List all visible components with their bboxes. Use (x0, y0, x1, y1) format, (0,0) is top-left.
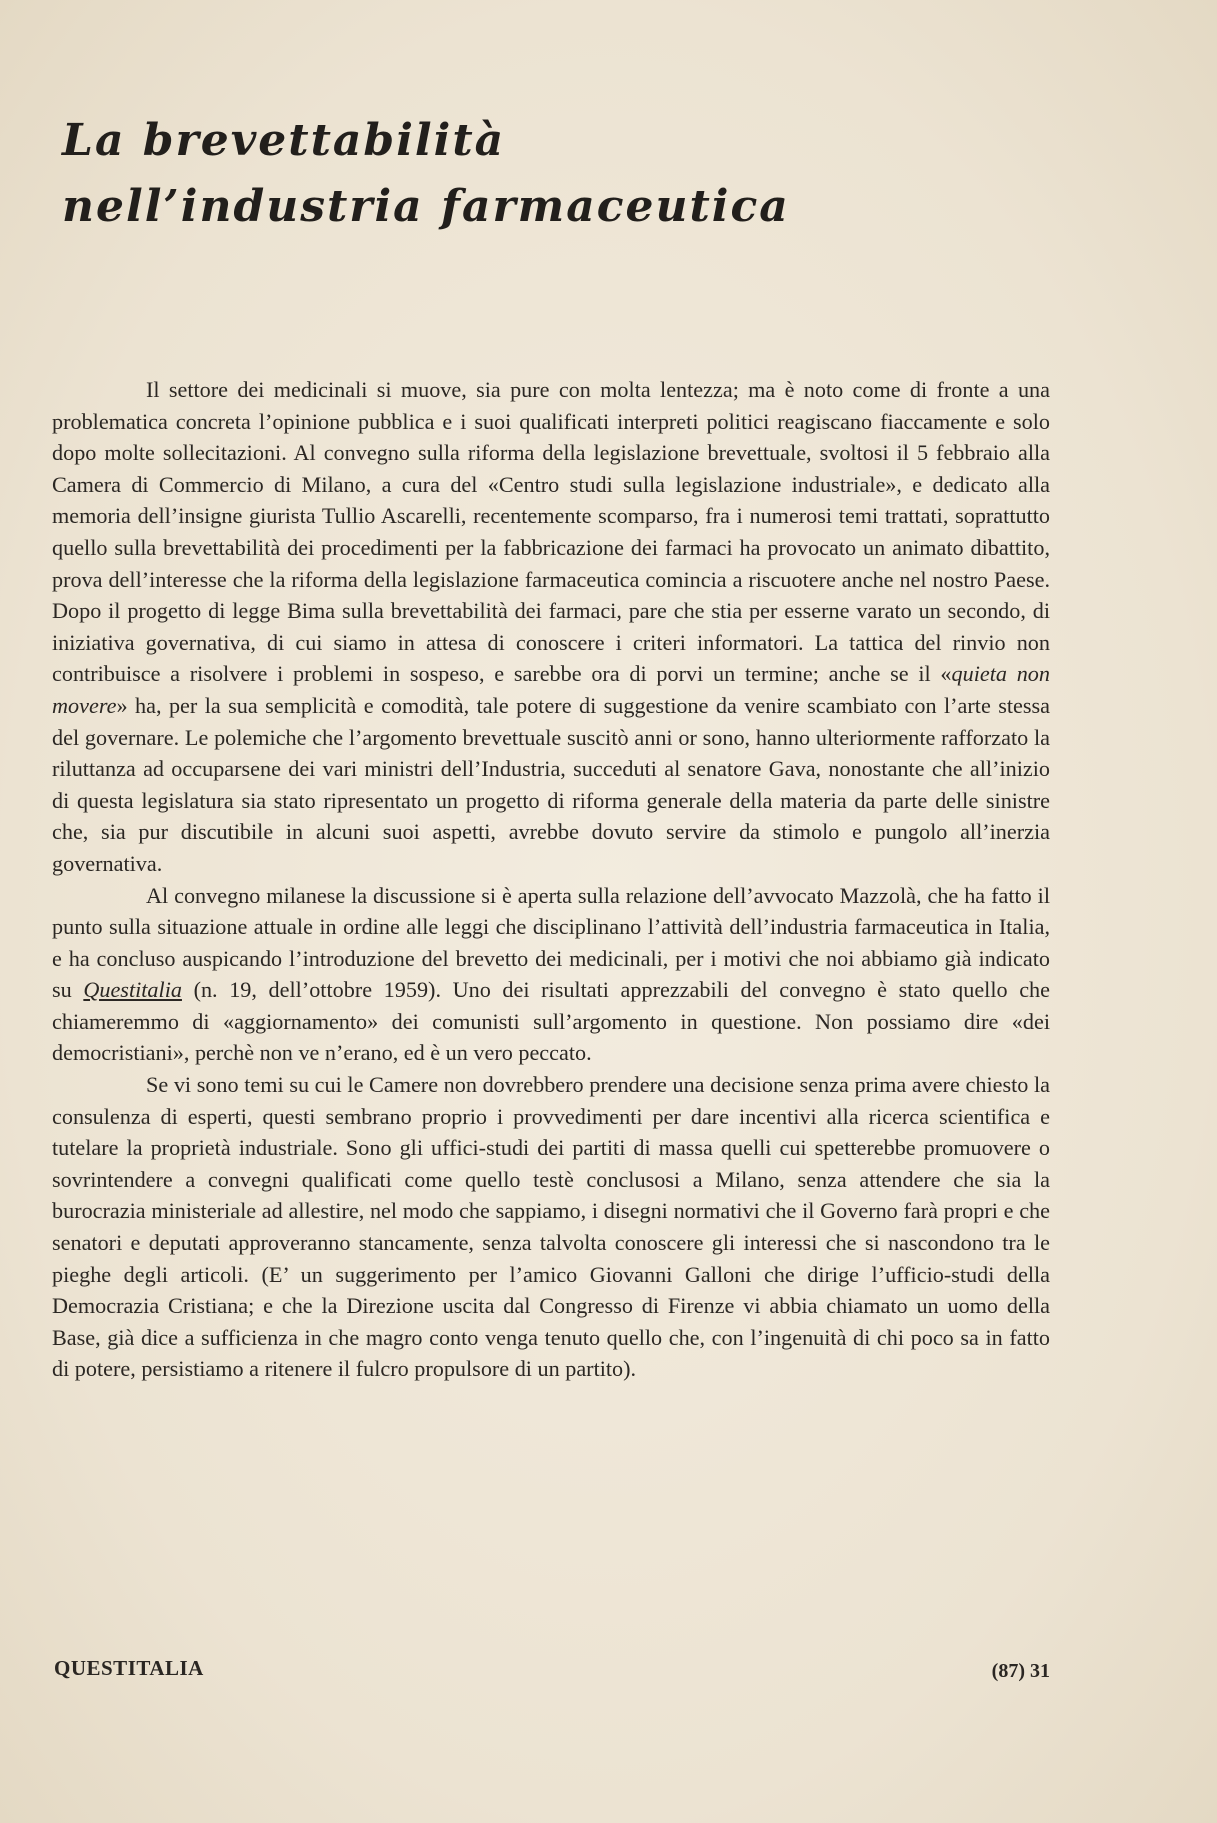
article-body (52, 374, 1050, 1385)
footer-page-number: (87) 31 (991, 1660, 1050, 1682)
footer-journal-name: QUESTITALIA (54, 1656, 204, 1680)
paragraph-2 (52, 880, 1050, 1070)
paragraph-2-text-b: (n. 19, dell’ottobre 1959). Uno dei risultati apprezzabili del convegno è stato quello che chiameremmo di «aggiornamento» dei comunisti sull’argomento in questione. Non possiamo dire «dei democristiani», perchè non ve n’erano, ed è un vero peccato. (52, 977, 1050, 1066)
title-line-1: La brevettabilità (62, 115, 506, 166)
paragraph-3: Se vi sono temi su cui le Camere non dovrebbero prendere una decisione senza prima avere chiesto la consulenza di esperti, questi sembrano proprio i provvedimenti per dare incentivi alla ricerca scientifica e tutelare la proprietà industriale. Sono gli uffici-studi dei partiti di massa quelli cui spetterebbe promuovere o sovrintendere a convegni qualificati come quello testè conclusosi a Milano, senza attendere che sia la burocrazia ministeriale ad allestire, nel modo che sappiamo, i disegni normativi che il Governo farà propri e che senatori e deputati approveranno stancamente, senza talvolta conoscere gli interessi che si nascondono tra le pieghe degli articoli. (E’ un suggerimento per l’amico Giovanni Galloni che dirige l’ufficio-studi della Democrazia Cristiana; e che la Direzione uscita dal Congresso di Firenze vi abbia chiamato un uomo della Base, già dice a sufficienza in che magro conto venga tenuto quello che, con l’ingenuità di chi poco sa in fatto di potere, persistiamo a ritenere il fulcro propulsore di un partito). (52, 1072, 1050, 1382)
paragraph-1-text-b: » ha, per la sua semplicità e comodità, tale potere di suggestione da venire scambiato con l’arte stessa del governare. Le polemiche che l’argomento brevettuale suscitò anni or sono, hanno ulteriormente rafforzato la riluttanza ad occuparsene dei vari ministri dell’Industria, succeduti al senatore Gava, nonostante che all’inizio di questa legislatura sia stato ripresentato un progetto di riforma generale della materia da parte delle sinistre che, sia pur discutibile in alcuni suoi aspetti, avrebbe dovuto servire da stimolo e pungolo all’inerzia governativa. (52, 692, 1050, 876)
paragraph-2-text-a: Al convegno milanese la discussione si è aperta sulla relazione dell’avvocato Mazzolà, che ha fatto il punto sulla situazione attuale in ordine alle leggi che disciplinano l’attività dell’industria farmaceutica in Italia, e ha concluso auspicando l’introduzione del brevetto dei medicinali, per i motivi che noi abbiamo già indicato su (52, 882, 1050, 1003)
paragraph-1 (52, 374, 1050, 880)
article-title (62, 108, 1062, 240)
paragraph-1-text-a: Il settore dei medicinali si muove, sia pure con molta lentezza; ma è noto come di fronte a una problematica concreta l’opinione pubblica e i suoi qualificati interpreti politici reagiscano fiaccamente e solo dopo molte sollecitazioni. Al convegno sulla riforma della legislazione brevettuale, svoltosi il 5 febbraio alla Camera di Commercio di Milano, a cura del «Centro studi sulla legislazione industriale», e dedicato alla memoria dell’insigne giurista Tullio Ascarelli, recentemente scomparso, fra i numerosi temi trattati, soprattutto quello sulla brevettabilità dei procedimenti per la fabbricazione dei farmaci ha provocato un animato dibattito, prova dell’interesse che la riforma della legislazione farmaceutica comincia a riscuotere anche nel nostro Paese. Dopo il progetto di legge Bima sulla brevettabilità dei farmaci, pare che stia per esserne varato un secondo, di iniziativa governativa, di cui siamo in attesa di conoscere i criteri informatori. La tattica del rinvio non contribuisce a risolvere i problemi in sospeso, e sarebbe ora di porvi un termine; anche se il « (52, 377, 1050, 687)
journal-reference: Questitalia (83, 977, 182, 1003)
title-line-2: nell’industria farmaceutica (62, 181, 790, 232)
latin-quote: quieta non movere (52, 661, 1050, 718)
